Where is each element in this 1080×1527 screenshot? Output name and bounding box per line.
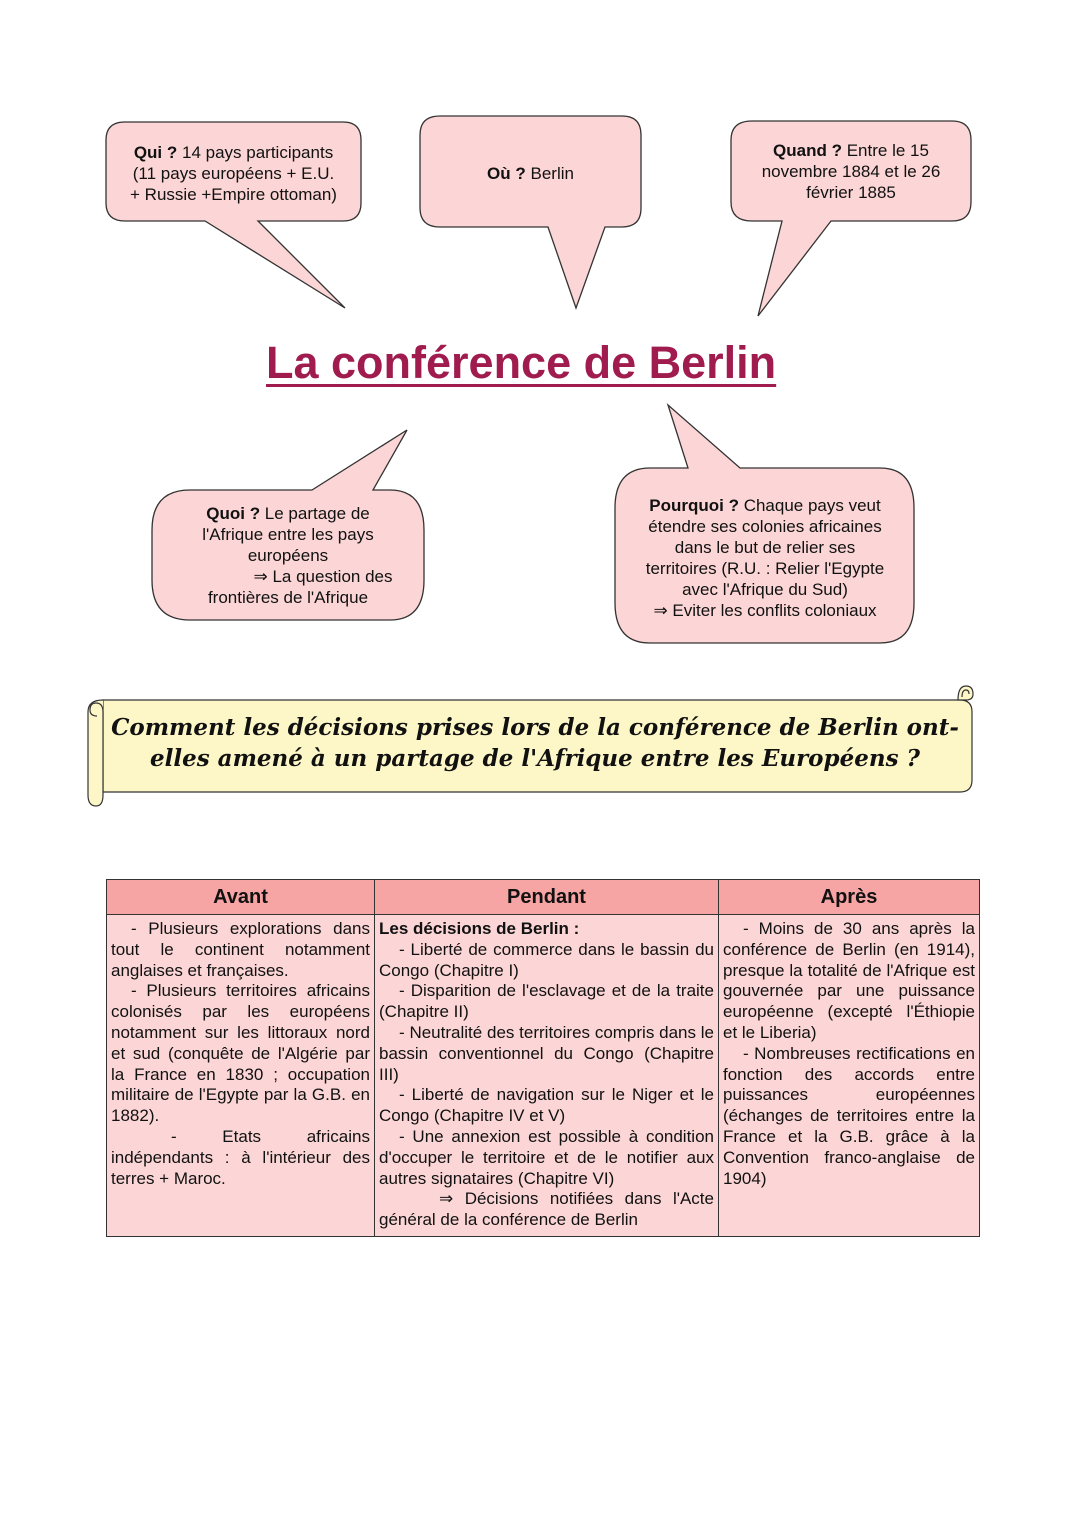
- bubble-qui-line2: (11 pays européens + E.U.: [132, 164, 335, 183]
- bubble-pourquoi-line2: étendre ses colonies africaines: [648, 517, 882, 536]
- header-apres: Après: [719, 880, 980, 915]
- bubble-pourquoi-line5: avec l'Afrique du Sud): [682, 580, 848, 599]
- page-title: La conférence de Berlin: [266, 337, 777, 388]
- avant-item: - Etats africains indépendants : à l'intérieur des terres + Maroc.: [111, 1126, 370, 1188]
- cell-pendant: [375, 915, 719, 1237]
- bubble-pourquoi-line6: ⇒ Eviter les conflits coloniaux: [653, 601, 877, 620]
- summary-table: [106, 879, 980, 1237]
- bubble-quoi-line2: l'Afrique entre les pays: [202, 525, 374, 544]
- table-row: [107, 915, 980, 1237]
- header-pendant: Pendant: [375, 880, 719, 915]
- question-line1: Comment les décisions prises lors de la conférence de Berlin ont-: [111, 714, 959, 741]
- bubble-quoi-line3: européens: [247, 546, 329, 565]
- cell-apres: [719, 915, 980, 1237]
- apres-item: - Nombreuses rectifications en fonction des accords entre puissances européennes (échanges de territoires entre la France et la G.B. grâce à la Convention franco-anglaise de 1904): [723, 1043, 975, 1188]
- bubble-ou-line1: Où ? Berlin: [487, 164, 574, 183]
- bubble-quand-line2: novembre 1884 et le 26: [761, 162, 941, 181]
- bubble-quoi-line4: ⇒ La question des: [253, 567, 393, 586]
- table-header-row: [107, 880, 980, 915]
- question-line2: elles amené à un partage de l'Afrique entre les Européens ?: [149, 745, 921, 772]
- bubble-ou-shape: [420, 116, 641, 308]
- pendant-item: ⇒ Décisions notifiées dans l'Acte général de la conférence de Berlin: [379, 1189, 714, 1230]
- bubble-quand-line1: Quand ? Entre le 15: [773, 141, 929, 160]
- bubble-qui: [110, 142, 357, 205]
- pendant-item: - Une annexion est possible à condition d'occuper le territoire et de le notifier aux autres signataires (Chapitre VI): [379, 1126, 714, 1188]
- bubble-quoi-line5: frontières de l'Afrique: [207, 588, 369, 607]
- pendant-item: - Liberté de navigation sur le Niger et le Congo (Chapitre IV et V): [379, 1085, 714, 1126]
- avant-item: - Plusieurs territoires africains colonisés par les européens notamment sur les littoraux nord et sud (conquête de l'Algérie par la France en 1830 ; occupation militaire de l'Egypte par la G.B. en 1882).: [111, 981, 370, 1126]
- apres-item: - Moins de 30 ans après la conférence de Berlin (en 1914), presque la totalité de l'Afrique est gouvernée par une puissance européenne (excepté l'Éthiopie et le Liberia): [723, 919, 975, 1042]
- pendant-item: - Disparition de l'esclavage et de la traite (Chapitre II): [379, 981, 714, 1022]
- bubble-pourquoi: [620, 495, 910, 621]
- pendant-item: - Liberté de commerce dans le bassin du Congo (Chapitre I): [379, 939, 714, 980]
- header-avant: Avant: [107, 880, 375, 915]
- pendant-heading: Les décisions de Berlin :: [379, 919, 580, 938]
- avant-item: - Plusieurs explorations dans tout le continent notamment anglaises et françaises.: [111, 919, 370, 980]
- bubble-qui-line3: + Russie +Empire ottoman): [130, 185, 337, 204]
- bubble-pourquoi-line3: dans le but de relier ses: [674, 538, 856, 557]
- bubble-pourquoi-line1: Pourquoi ? Chaque pays veut: [649, 496, 881, 515]
- pendant-item: - Neutralité des territoires compris dans le bassin conventionnel du Congo (Chapitre III): [379, 1022, 714, 1084]
- bubble-ou: [420, 163, 641, 184]
- bubble-quoi-line1: Quoi ? Le partage de: [206, 504, 370, 523]
- bubble-pourquoi-line4: territoires (R.U. : Relier l'Egypte: [645, 559, 885, 578]
- scroll-right-curl: [958, 686, 973, 700]
- bubble-quand: [735, 140, 967, 203]
- cell-avant: [107, 915, 375, 1237]
- bubble-quand-line3: février 1885: [806, 183, 896, 202]
- bubble-quoi: [160, 503, 416, 608]
- problem-question: [110, 712, 960, 774]
- bubble-qui-line1: Qui ? 14 pays participants: [133, 143, 334, 162]
